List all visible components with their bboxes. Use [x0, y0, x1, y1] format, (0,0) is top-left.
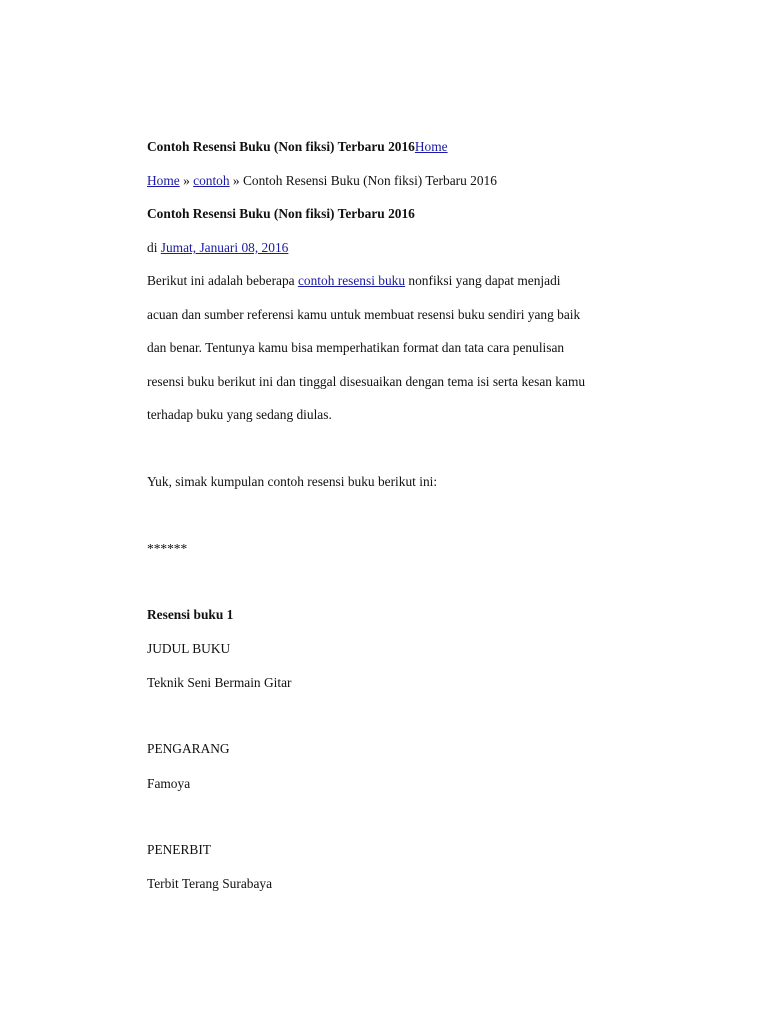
- post-title: Contoh Resensi Buku (Non fiksi) Terbaru 2016: [147, 206, 415, 221]
- intro-line-2: acuan dan sumber referensi kamu untuk membuat resensi buku sendiri yang baik: [147, 307, 581, 322]
- publisher-label: PENERBIT: [147, 842, 211, 857]
- breadcrumb: [147, 172, 497, 190]
- separator-stars: ******: [147, 541, 188, 556]
- intro-line-1: [147, 272, 561, 290]
- header-line: [147, 138, 448, 156]
- breadcrumb-separator: »: [179, 173, 194, 188]
- intro-line-3: dan benar. Tentunya kamu bisa memperhatikan format dan tata cara penulisan: [147, 340, 565, 355]
- review-heading: Resensi buku 1: [147, 607, 234, 622]
- breadcrumb-category-link[interactable]: contoh: [193, 173, 230, 188]
- breadcrumb-separator: »: [229, 173, 243, 188]
- intro-line-4: resensi buku berikut ini dan tinggal disesuaikan dengan tema isi serta kesan kamu: [147, 374, 586, 389]
- breadcrumb-home-link[interactable]: Home: [147, 173, 180, 188]
- breadcrumb-current: Contoh Resensi Buku (Non fiksi) Terbaru 2016: [242, 173, 497, 188]
- intro-text-after: nonfiksi yang dapat menjadi: [405, 273, 561, 288]
- book-title-label: JUDUL BUKU: [147, 641, 231, 656]
- post-date-link[interactable]: Jumat, Januari 08, 2016: [160, 240, 289, 255]
- header-title: Contoh Resensi Buku (Non fiksi) Terbaru 2016: [147, 139, 415, 154]
- author-label: PENGARANG: [147, 741, 230, 756]
- intro-line-5: terhadap buku yang sedang diulas.: [147, 407, 332, 422]
- author-value: Famoya: [147, 776, 191, 791]
- date-prefix: di: [147, 240, 161, 255]
- intro-resensi-link[interactable]: contoh resensi buku: [297, 273, 406, 288]
- post-date-line: [147, 239, 288, 257]
- publisher-value: Terbit Terang Surabaya: [147, 876, 273, 891]
- intro-text-before: Berikut ini adalah beberapa: [147, 273, 298, 288]
- book-title-value: Teknik Seni Bermain Gitar: [147, 675, 292, 690]
- header-home-link[interactable]: Home: [414, 139, 448, 154]
- invite-text: Yuk, simak kumpulan contoh resensi buku berikut ini:: [147, 474, 438, 489]
